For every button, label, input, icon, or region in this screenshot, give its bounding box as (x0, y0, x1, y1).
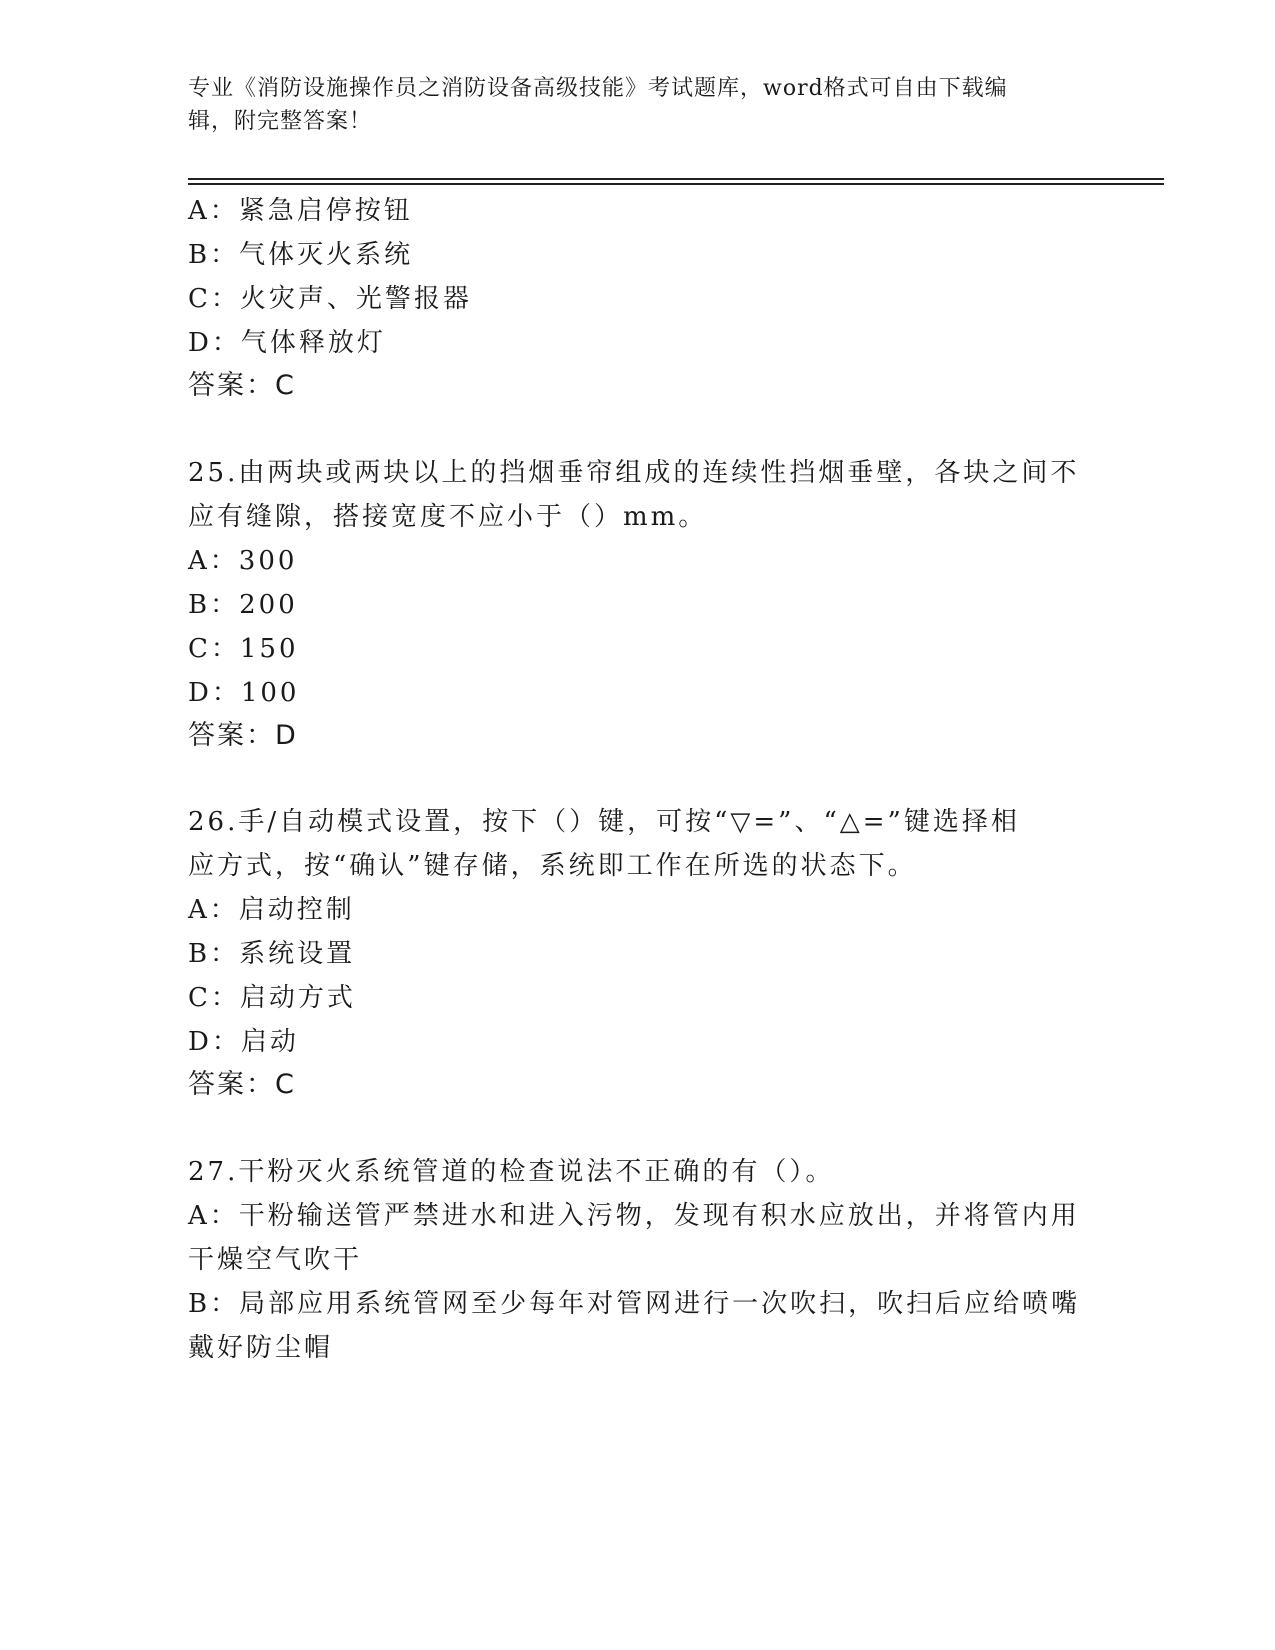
q26-answer: 答案：C (188, 1069, 296, 1100)
q24-option-b: B：气体灭火系统 (188, 240, 414, 270)
document-header (188, 72, 1068, 138)
q27-option-b-line-2: 戴好防尘帽 (188, 1333, 334, 1363)
q27-option-a-line-1: A：干粉输送管严禁进水和进入污物，发现有积水应放出，并将管内用 (188, 1201, 1080, 1231)
q25-option-a: A：300 (188, 546, 298, 576)
q25-option-c: C：150 (188, 634, 299, 664)
q27-option-a-line-2: 干燥空气吹干 (188, 1245, 363, 1275)
q27-stem: 27.干粉灭火系统管道的检查说法不正确的有（）。 (188, 1157, 835, 1187)
q25-stem-line-1: 25.由两块或两块以上的挡烟垂帘组成的连续性挡烟垂壁，各块之间不 (188, 458, 1080, 488)
q26-stem-line-1: 26.手/自动模式设置，按下（）键，可按“▽=”、“△=”键选择相 (188, 807, 1020, 837)
q24-option-d: D：气体释放灯 (188, 328, 386, 358)
q24-option-a: A：紧急启停按钮 (188, 196, 413, 226)
q25-option-b: B：200 (188, 590, 298, 620)
q25-option-d: D：100 (188, 678, 300, 708)
q26-stem-line-2: 应方式，按“确认”键存储，系统即工作在所选的状态下。 (188, 851, 917, 881)
q26-option-d: D：启动 (188, 1027, 299, 1057)
header-divider-bottom (188, 183, 1164, 185)
q26-option-a: A：启动控制 (188, 895, 355, 925)
q24-answer: 答案：C (188, 370, 296, 401)
header-line-1: 专业《消防设施操作员之消防设备高级技能》考试题库，word格式可自由下载编 (188, 76, 1008, 101)
q27-option-b-line-1: B：局部应用系统管网至少每年对管网进行一次吹扫，吹扫后应给喷嘴 (188, 1289, 1081, 1319)
q24-option-c: C：火灾声、光警报器 (188, 284, 472, 314)
q25-stem-line-2: 应有缝隙，搭接宽度不应小于（）mm。 (188, 502, 708, 532)
q25-answer: 答案：D (188, 720, 298, 751)
header-line-2: 辑，附完整答案！ (188, 109, 373, 134)
q26-option-c: C：启动方式 (188, 983, 356, 1013)
q26-option-b: B：系统设置 (188, 939, 356, 969)
header-divider-top (188, 178, 1164, 180)
